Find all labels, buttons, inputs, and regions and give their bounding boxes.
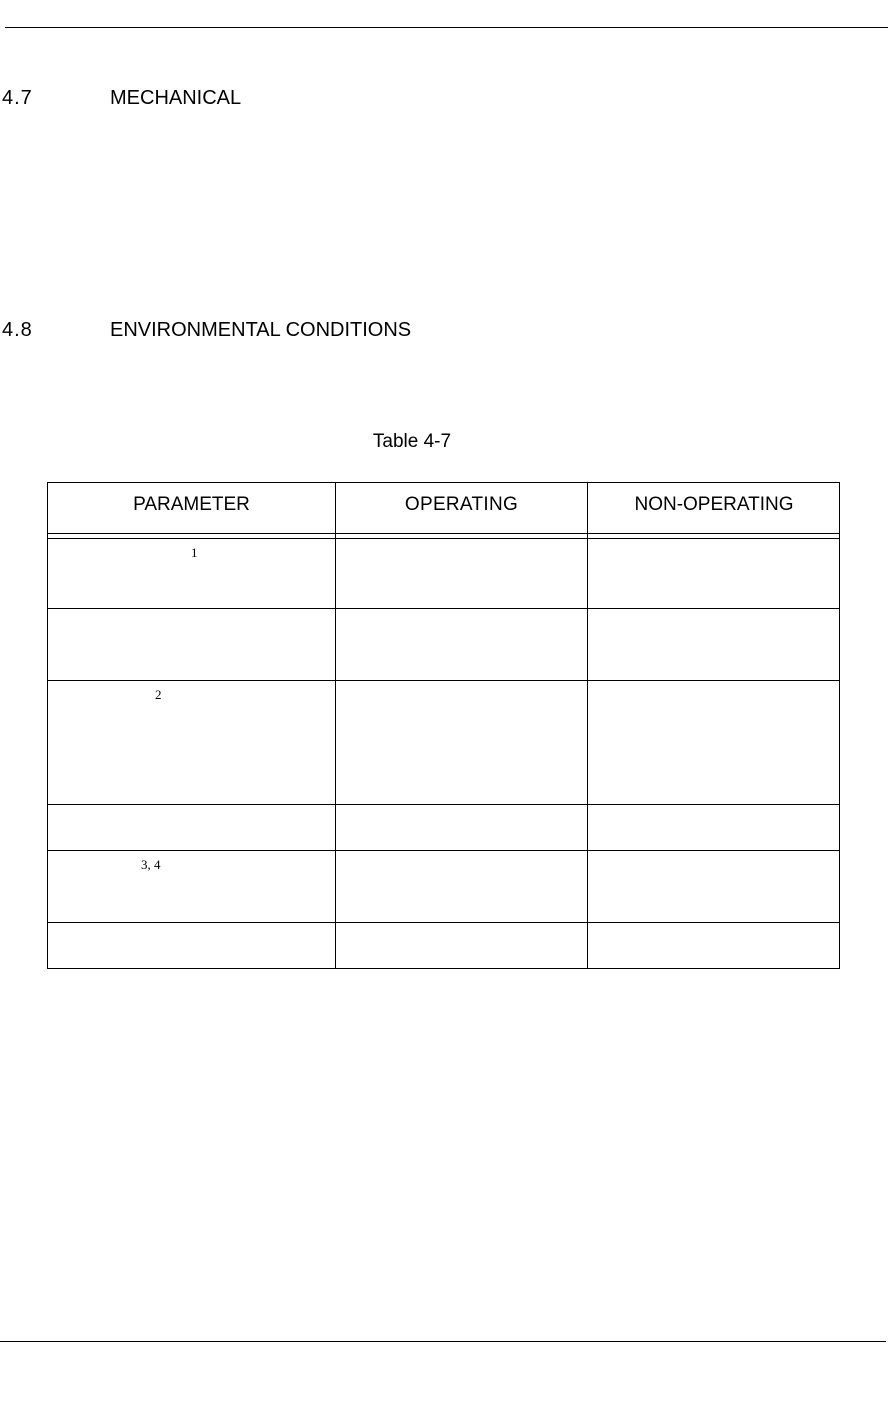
- section-title: MECHANICAL: [110, 87, 242, 109]
- table-cell-operating: [336, 539, 587, 608]
- table-cell-operating: [336, 681, 587, 804]
- table-cell-operating: [336, 923, 587, 969]
- footer-rule: [0, 1341, 886, 1342]
- table-cell-parameter: [48, 539, 335, 608]
- table-cell-operating: [336, 609, 587, 680]
- table-cell-non-operating: [588, 539, 840, 608]
- table-cell-parameter: [48, 681, 335, 804]
- table-cell-non-operating: [588, 923, 840, 969]
- table-cell-non-operating: [588, 681, 840, 804]
- table-cell-operating: [336, 851, 587, 922]
- section-number: 4.8: [2, 319, 33, 341]
- table-cell-parameter: [48, 851, 335, 922]
- section-number: 4.7: [2, 87, 33, 109]
- table-cell-parameter: [48, 923, 335, 969]
- column-header-parameter: PARAMETER: [133, 494, 250, 515]
- footnote-marker: 3, 4: [141, 857, 161, 872]
- header-rule: [5, 27, 888, 28]
- column-header-non-operating: NON-OPERATING: [634, 494, 794, 515]
- table-cell-non-operating: [588, 805, 840, 850]
- table-cell-parameter: [48, 609, 335, 680]
- table-cell-parameter: [48, 805, 335, 850]
- footnote-marker: 2: [155, 687, 162, 702]
- table-cell-operating: [336, 805, 587, 850]
- header-divider: [48, 533, 839, 534]
- environmental-conditions-table: [47, 482, 840, 969]
- column-header-operating: OPERATING: [404, 494, 519, 515]
- table-caption: Table 4-7: [372, 431, 452, 452]
- footnote-marker: 1: [191, 545, 198, 560]
- table-cell-non-operating: [588, 851, 840, 922]
- table-cell-non-operating: [588, 609, 840, 680]
- section-title: ENVIRONMENTAL CONDITIONS: [110, 319, 412, 341]
